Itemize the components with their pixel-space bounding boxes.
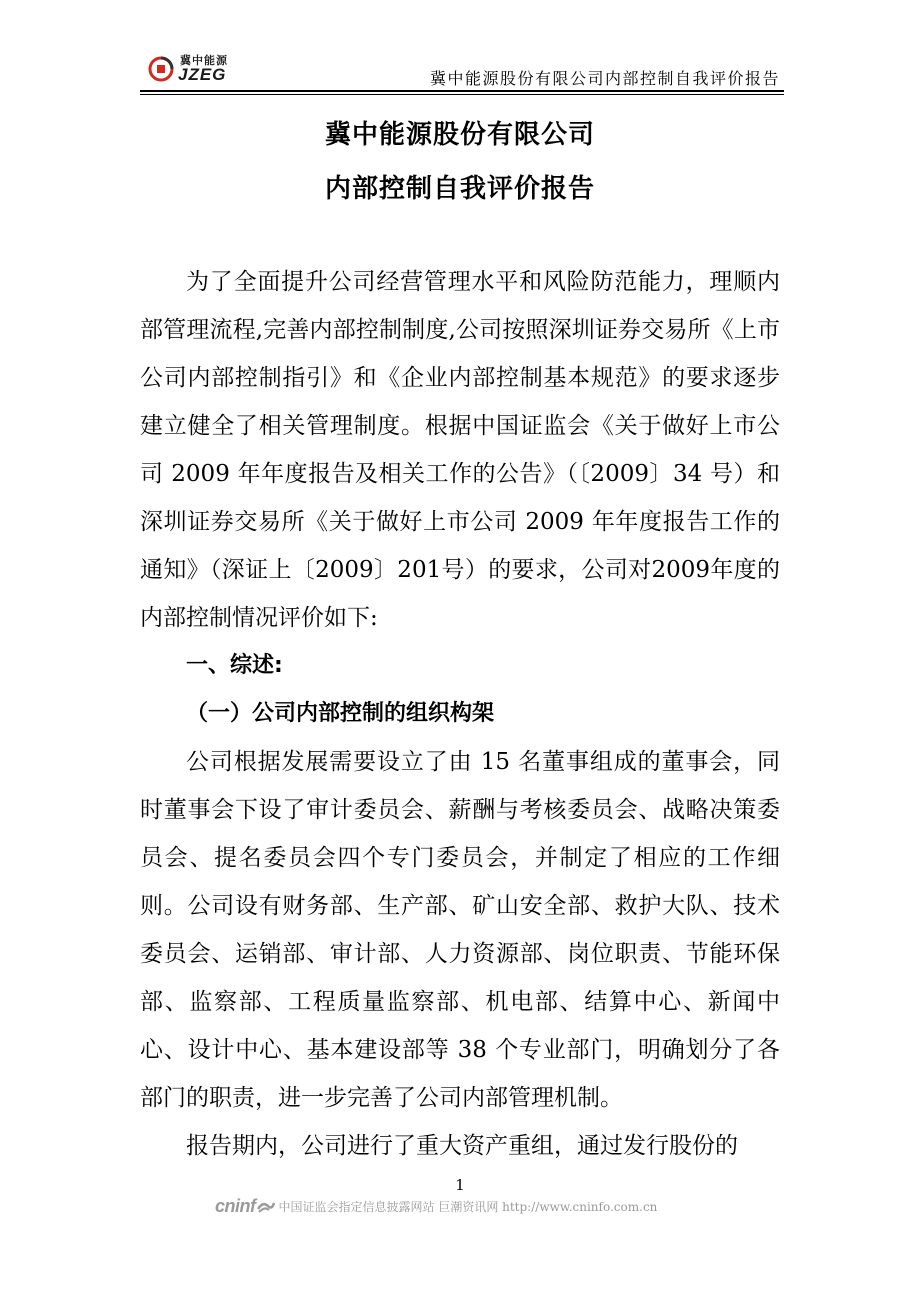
- cninfo-logo: cninf: [215, 1196, 256, 1216]
- company-logo: [148, 50, 248, 86]
- cninfo-swirl-icon: [257, 1200, 275, 1214]
- organization-section: [140, 738, 780, 1170]
- logo-english-name: JZEG: [178, 65, 227, 84]
- page-number: 1: [455, 1176, 465, 1194]
- organization-paragraph: 公司根据发展需要设立了由 15 名董事组成的董事会，同时董事会下设了审计委员会、薪酬与考核委员会、战略决策委员会、提名委员会四个专门委员会，并制定了相应的工作细则。公司设有财务部、生产部、矿山安全部、救护大队、技术委员会、运销部、审计部、人力资源部、岗位职责、节能环保部、监察部、工程质量监察部、机电部、结算中心、新闻中心、设计中心、基本建设部等 38 个专业部门，明确划分了各部门的职责，进一步完善了公司内部管理机制。: [140, 749, 780, 1111]
- section-headings: [140, 642, 780, 738]
- header-divider: [140, 90, 784, 92]
- intro-paragraph: 为了全面提升公司经营管理水平和风险防范能力，理顺内部管理流程,完善内部控制制度,公司按照深圳证券交易所《上市公司内部控制指引》和《企业内部控制基本规范》的要求逐步建立健全了相关管理制度。根据中国证监会《关于做好上市公司 2009 年年度报告及相关工作的公告》（〔2009〕34 号）和深圳证券交易所《关于做好上市公司 2009 年年度报告工作的通知》（深证上〔2009〕201号）的要求，公司对2009年度的内部控制情况评价如下:: [140, 269, 780, 631]
- document-title-line-2: 内部控制自我评价报告: [324, 174, 595, 204]
- jzeg-logo-icon: [148, 56, 174, 82]
- document-title-line-1: 冀中能源股份有限公司: [324, 120, 595, 150]
- logo-chinese-name: 冀中能源: [180, 54, 228, 67]
- header-title: 冀中能源股份有限公司内部控制自我评价报告: [429, 69, 780, 88]
- page-footer: [215, 1196, 657, 1216]
- section-1-heading: 一、综述:: [186, 653, 283, 678]
- footer-site-text: 中国证监会指定信息披露网站 巨潮资讯网 http://www.cninfo.com.cn: [278, 1200, 658, 1214]
- document-body: [140, 258, 780, 642]
- subsection-1-heading: （一）公司内部控制的组织构架: [186, 701, 495, 726]
- restructuring-paragraph: 报告期内，公司进行了重大资产重组，通过发行股份的: [186, 1133, 738, 1159]
- header-divider-thin: [140, 94, 784, 95]
- page-header: [140, 42, 784, 92]
